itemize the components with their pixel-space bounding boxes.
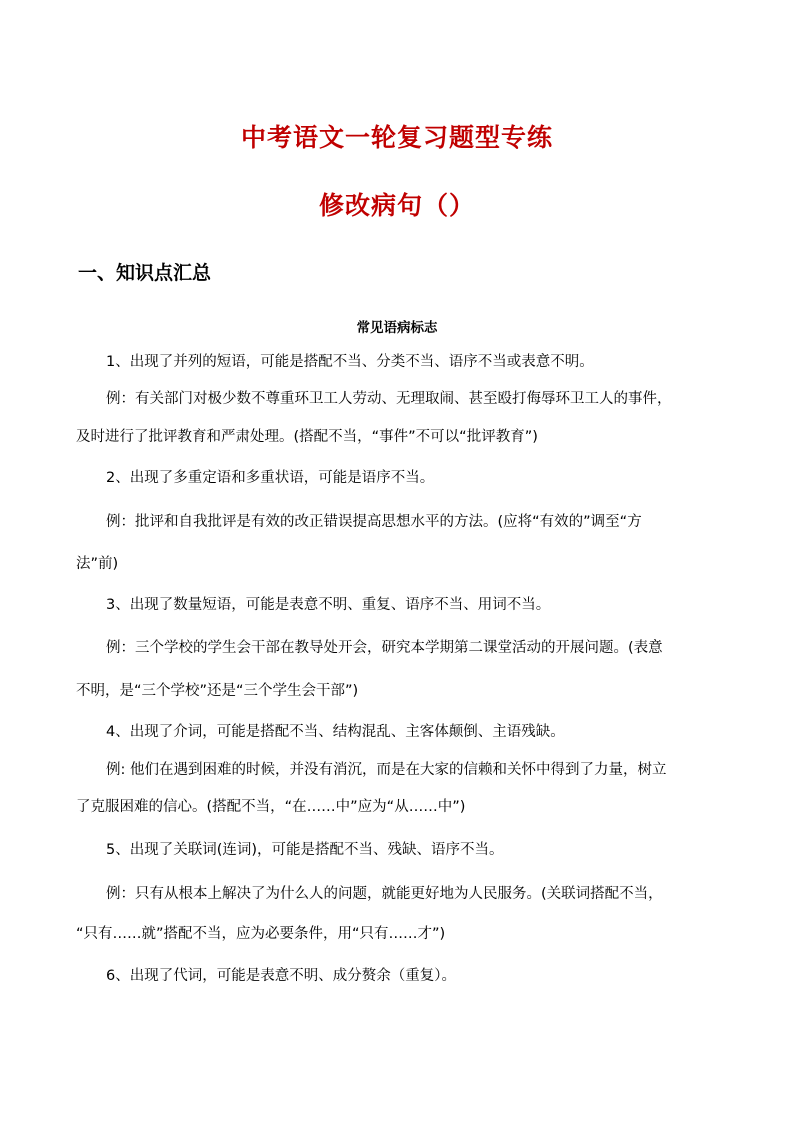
sub-heading: 常见语病标志 xyxy=(356,320,438,336)
example-line-3a: 例：三个学校的学生会干部在教导处开会，研究本学期第二课堂活动的开展问题。(表意 xyxy=(106,640,663,656)
document-subtitle: 修改病句（） xyxy=(318,191,475,220)
example-line-1a: 例：有关部门对极少数不尊重环卫工人劳动、无理取闹、甚至殴打侮辱环卫工人的事件， xyxy=(106,391,672,407)
rule-text-3: 3、出现了数量短语，可能是表意不明、重复、语序不当、用词不当。 xyxy=(106,597,551,613)
example-line-1b: 及时进行了批评教育和严肃处理。(搭配不当，“事件”不可以“批评教育”) xyxy=(76,429,538,445)
example-line-4b: 了克服困难的信心。(搭配不当，“在……中”应为“从……中”) xyxy=(76,799,466,815)
example-line-4a: 例: 他们在遇到困难的时候，并没有消沉，而是在大家的信赖和关怀中得到了力量，树立 xyxy=(106,762,667,778)
example-line-2a: 例：批评和自我批评是有效的改正错误提高思想水平的方法。(应将“有效的”调至“方 xyxy=(106,514,642,530)
example-line-5a: 例：只有从根本上解决了为什么人的问题，就能更好地为人民服务。(关联词搭配不当， xyxy=(106,886,663,902)
example-line-5b: “只有……就”搭配不当，应为必要条件，用“只有……才”) xyxy=(76,926,446,942)
section-heading: 一、知识点汇总 xyxy=(78,262,212,284)
example-line-2b: 法”前) xyxy=(76,556,119,572)
rule-text-1: 1、出现了并列的短语，可能是搭配不当、分类不当、语序不当或表意不明。 xyxy=(106,354,594,370)
rule-text-6: 6、出现了代词，可能是表意不明、成分赘余（重复）。 xyxy=(106,968,456,984)
rule-text-5: 5、出现了关联词(连词)，可能是搭配不当、残缺、语序不当。 xyxy=(106,842,504,858)
rule-text-4: 4、出现了介词，可能是搭配不当、结构混乱、主客体颠倒、主语残缺。 xyxy=(106,724,565,740)
example-line-3b: 不明，是“三个学校”还是“三个学生会干部”) xyxy=(76,683,359,699)
document-title: 中考语文一轮复习题型专练 xyxy=(240,123,553,152)
rule-text-2: 2、出现了多重定语和多重状语，可能是语序不当。 xyxy=(106,470,435,486)
